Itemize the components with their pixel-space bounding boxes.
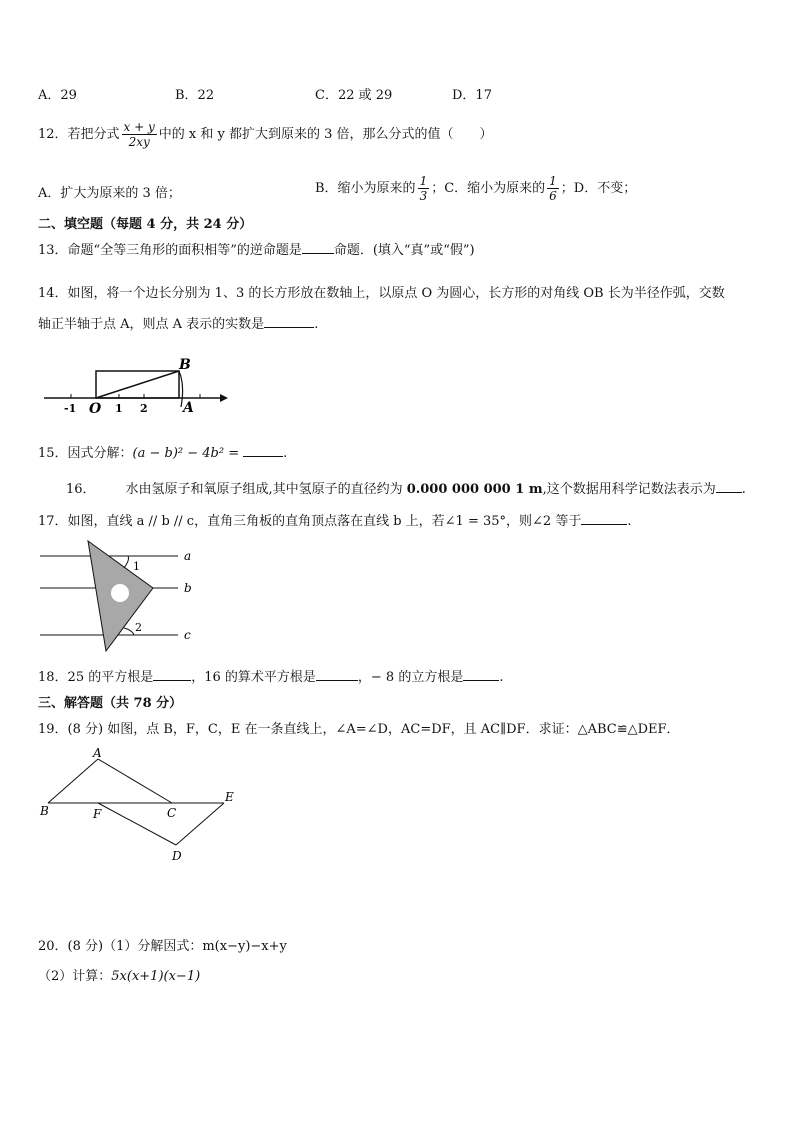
q11-option-b: B．22 — [175, 88, 215, 103]
label-minus-one: -1 — [64, 402, 77, 415]
q12-stem: 12．若把分式 $\frac{x + y}{2xy}$ 中的 x 和 y 都扩大到原来的 3 倍，那么分式的值（ ） — [38, 120, 493, 149]
q11-option-c: C．22 或 29 — [315, 88, 393, 103]
point-d-label: D — [172, 849, 182, 863]
q19-triangles-figure — [38, 745, 248, 870]
q16: 16． 水由氢原子和氧原子组成,其中氢原子的直径约为 0.000 000 000 1 m,这个数据用科学记数法表示为 . — [66, 478, 746, 497]
label-one: 1 — [115, 402, 123, 415]
q17: 17．如图，直线 a // b // c，直角三角板的直角顶点落在直线 b 上，若∠1 = 35°，则∠2 等于 . — [38, 510, 631, 529]
q14-line2: 轴正半轴于点 A，则点 A 表示的实数是 . — [38, 313, 318, 332]
q13: 13．命题“全等三角形的面积相等”的逆命题是 命题．(填入“真”或“假”) — [38, 239, 475, 258]
q20-part1: 20．(8 分)（1）分解因式：m(x−y)−x+y — [38, 939, 287, 954]
answer-blank — [153, 667, 191, 681]
section-answer-heading: 三、解答题（共 78 分） — [38, 696, 183, 711]
answer-blank — [264, 314, 314, 328]
point-b-label: B — [40, 804, 49, 818]
line-b-label: b — [184, 581, 192, 595]
answer-blank — [581, 511, 627, 525]
label-b: B — [179, 357, 191, 373]
answer-blank — [716, 479, 742, 493]
q11-option-a: A．29 — [38, 88, 77, 103]
q18: 18．25 的平方根是 ，16 的算术平方根是 ，− 8 的立方根是 . — [38, 666, 503, 685]
q11-option-d: D．17 — [452, 88, 492, 103]
angle-2-label: 2 — [135, 621, 142, 634]
line-c-label: c — [184, 628, 191, 642]
answer-blank — [316, 667, 358, 681]
q15: 15．因式分解：(a − b)² − 4b² = . — [38, 442, 287, 461]
q14-number-line-figure — [40, 355, 230, 417]
label-two: 2 — [140, 402, 148, 415]
point-f-label: F — [93, 807, 102, 821]
q12-fraction: $\frac{x + y}{2xy}$ — [123, 120, 155, 149]
q20-part2: （2）计算：5x(x+1)(x−1) — [38, 969, 201, 984]
point-a-label: A — [93, 746, 102, 760]
label-a: A — [183, 400, 194, 416]
q12-option-a: A．扩大为原来的 3 倍； — [38, 186, 181, 201]
label-o: O — [89, 401, 102, 417]
q19: 19．(8 分) 如图，点 B，F，C，E 在一条直线上，∠A=∠D，AC=DF，且 AC∥DF．求证：△ABC≌△DEF． — [38, 722, 680, 737]
answer-blank — [463, 667, 499, 681]
angle-1-label: 1 — [133, 560, 140, 573]
answer-blank — [243, 443, 283, 457]
point-e-label: E — [225, 790, 234, 804]
line-a-label: a — [184, 549, 192, 563]
section-fill-in-heading: 二、填空题（每题 4 分，共 24 分） — [38, 217, 253, 232]
q17-parallel-lines-figure — [38, 538, 198, 654]
point-c-label: C — [167, 806, 177, 820]
q14-line1: 14．如图，将一个边长分别为 1、3 的长方形放在数轴上，以原点 O 为圆心，长方形的对角线 OB 长为半径作弧，交数 — [38, 286, 725, 301]
answer-blank — [302, 240, 334, 254]
q12-option-bcd: B．缩小为原来的 $\frac{1}{3}$ ；C．缩小为原来的 $\frac{1}{6}$ ；D．不变； — [315, 174, 637, 203]
